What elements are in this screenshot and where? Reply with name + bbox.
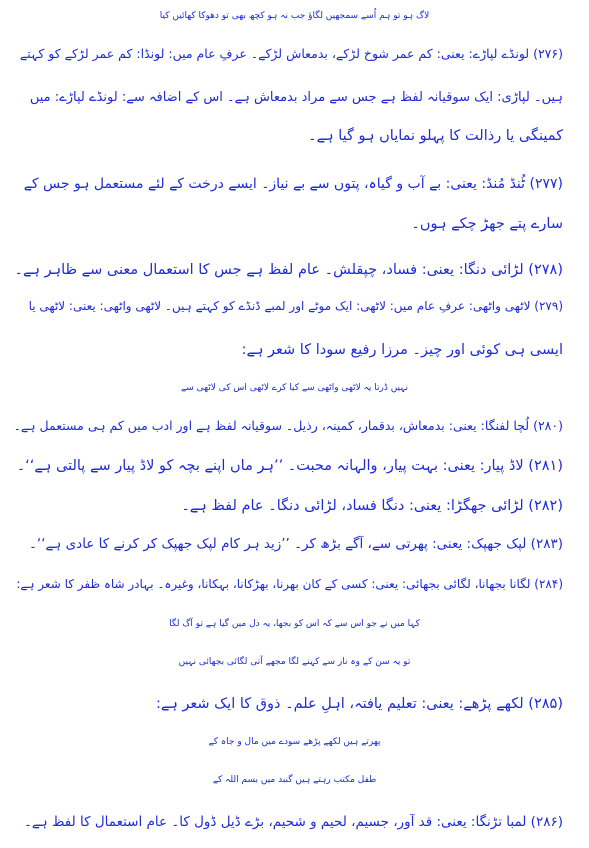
verse-line: کہا میں نے جو اس سے کہ اس کو بجھا، یہ دل میں گیا ہے تو آگ لگا (169, 619, 420, 629)
verse-line: نہیں ڈرتا یہ لاٹھی واٹھی سے کیا کرے لاٹھی اس کی لاٹھی سے (180, 383, 409, 393)
entry-line: سارے پتے جھڑ چکے ہوں۔ (411, 216, 563, 232)
verse-line: طفل مکتب رہتے ہیں گنبد میں بسم اللہ کے (212, 775, 377, 785)
entry-line: (۲۸۲) لڑائی جھگڑا: یعنی: دنگا فساد، لڑائی دنگا۔ عام لفظ ہے۔ (181, 498, 563, 514)
entry-line: (۲۸۳) لپک جھپک: یعنی: پھرتی سے، آگے بڑھ کر۔ ’’زید ہر کام لپک جھپک کر کرنے کا عادی ہے‘‘۔ (29, 536, 563, 552)
entry-line: (۲۷۶) لونڈے لپاڑے: یعنی: کم عمر شوخ لڑکے، بدمعاش لڑکے۔ عرفِ عام میں: لونڈا: کم عمر لڑکے کو کہتے (19, 46, 563, 61)
entry-line: (۲۸۵) لکھے پڑھے: یعنی: تعلیم یافتہ، اہلِ علم۔ ذوق کا ایک شعر ہے: (155, 696, 563, 712)
entry-line: ہیں۔ لپاڑی: ایک سوقیانہ لفظ ہے جس سے مراد بدمعاش ہے۔ اس کے اضافہ سے: لونڈے لپاڑے: میں (29, 90, 563, 105)
verse-line: لاگ ہو تو ہم اُسے سمجھیں لگاؤ جب نہ ہو کچھ بھی تو دھوکا کھائیں کیا (159, 11, 430, 21)
entry-line: (۲۸۰) لُچا لفنگا: یعنی: بدمعاش، بدقمار، کمینہ، رذیل۔ سوقیانہ لفظ ہے اور ادب میں کم ہی مستعمل ہے۔ (13, 418, 563, 433)
entry-line: (۲۸۶) لمبا تڑنگا: یعنی: قد آور، جسیم، لحیم و شحیم، بڑے ڈیل ڈول کا۔ عام استعمال کا لفظ ہے۔ (23, 814, 563, 830)
entry-line: (۲۸۴) لگانا بجھانا، لگائی بجھائی: یعنی: کسی کے کان بھرنا، بھڑکانا، بہکانا، وغیرہ۔ بہادر شاہ ظفر کا شعر ہے: (16, 577, 563, 591)
entry-line: (۲۷۷) ٹُنڈ مُنڈ: یعنی: بے آب و گیاہ، پتوں سے بے نیاز۔ ایسے درخت کے لئے مستعمل ہو جس کے (23, 176, 563, 192)
verse-line: تو یہ سن کے وہ ناز سے کہنے لگا مجھے آتی لگائی بجھائی نہیں (178, 657, 411, 667)
entry-line: کمینگی یا رذالت کا پہلو نمایاں ہو گیا ہے۔ (308, 128, 563, 144)
verse-line: پھرتے ہیں لکھے پڑھے سودے میں مال و جاہ کے (208, 737, 381, 747)
entry-line: (۲۷۹) لاٹھی واٹھی: عرفِ عام میں: لاٹھی: ایک موٹے اور لمبے ڈنڈے کو کہتے ہیں۔ لاٹھی واٹھی: یعنی: لاٹھی یا (28, 299, 563, 313)
entry-line: (۲۸۱) لاڈ پیار: یعنی: بہت پیار، والہانہ محبت۔ ’’ہر ماں اپنے بچہ کو لاڈ پیار سے پالتی ہے‘‘۔ (16, 458, 563, 474)
entry-line: ایسی ہی کوئی اور چیز۔ مرزا رفیع سودا کا شعر ہے: (241, 342, 563, 358)
entry-line: (۲۷۸) لڑائی دنگا: یعنی: فساد، چپقلش۔ عام لفظ ہے جس کا استعمال معنی سے ظاہر ہے۔ (14, 262, 563, 278)
